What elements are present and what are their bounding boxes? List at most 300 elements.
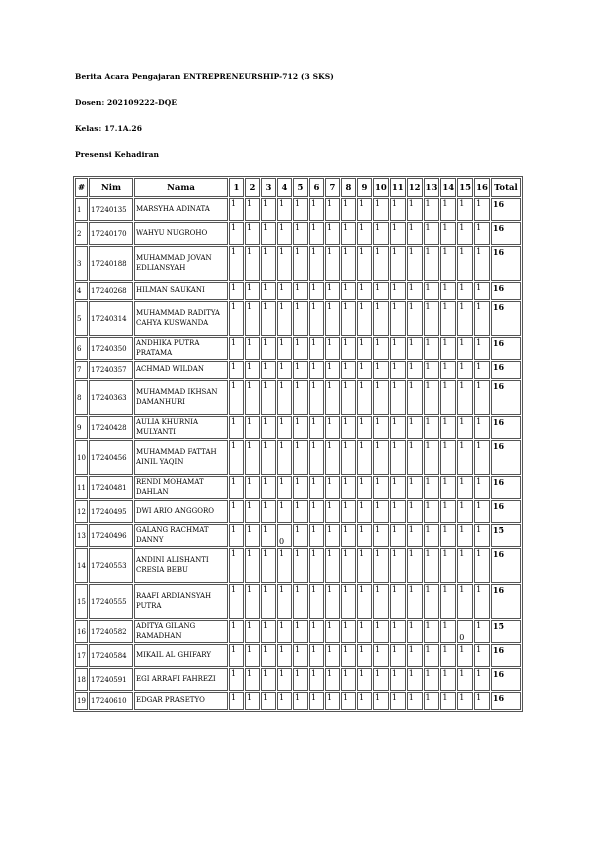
student-nim: 17240496 bbox=[89, 524, 133, 547]
attendance-cell: 1 bbox=[261, 198, 276, 221]
attendance-cell: 1 bbox=[424, 361, 440, 379]
student-name: WAHYU NUGROHO bbox=[134, 222, 228, 245]
attendance-cell: 1 bbox=[229, 500, 244, 523]
student-name: RENDI MOHAMAT DAHLAN bbox=[134, 476, 228, 499]
attendance-cell: 1 bbox=[229, 584, 244, 619]
attendance-cell: 1 bbox=[293, 524, 308, 547]
attendance-cell: 1 bbox=[390, 644, 406, 667]
attendance-cell: 1 bbox=[407, 644, 423, 667]
attendance-cell: 1 bbox=[390, 282, 406, 300]
attendance-cell: 1 bbox=[424, 222, 440, 245]
attendance-cell: 1 bbox=[373, 584, 389, 619]
attendance-cell: 1 bbox=[424, 476, 440, 499]
student-name: ANDINI ALISHANTI CRESIA BEBU bbox=[134, 548, 228, 583]
attendance-cell: 1 bbox=[457, 500, 473, 523]
attendance-cell: 1 bbox=[309, 548, 324, 583]
attendance-cell: 1 bbox=[357, 416, 372, 439]
attendance-cell: 1 bbox=[390, 337, 406, 360]
attendance-cell: 1 bbox=[424, 692, 440, 710]
row-number: 15 bbox=[75, 584, 88, 619]
attendance-cell: 1 bbox=[474, 416, 490, 439]
lecturer-line: Dosen: 202109222-DQE bbox=[75, 98, 178, 107]
column-header: Total bbox=[491, 178, 521, 197]
total-cell: 16 bbox=[491, 361, 521, 379]
table-row bbox=[75, 361, 521, 379]
student-nim: 17240555 bbox=[89, 584, 133, 619]
attendance-cell: 1 bbox=[261, 246, 276, 281]
attendance-cell: 1 bbox=[357, 246, 372, 281]
column-header: 8 bbox=[341, 178, 356, 197]
attendance-cell: 1 bbox=[373, 476, 389, 499]
attendance-cell: 1 bbox=[229, 416, 244, 439]
attendance-cell: 1 bbox=[245, 282, 260, 300]
attendance-cell: 1 bbox=[440, 337, 456, 360]
attendance-cell: 1 bbox=[261, 222, 276, 245]
attendance-cell: 1 bbox=[261, 416, 276, 439]
attendance-cell: 1 bbox=[309, 361, 324, 379]
student-nim: 17240584 bbox=[89, 644, 133, 667]
attendance-cell: 1 bbox=[424, 548, 440, 583]
student-name: EGI ARRAFI FAHREZI bbox=[134, 668, 228, 691]
attendance-cell: 1 bbox=[293, 692, 308, 710]
attendance-cell: 1 bbox=[357, 500, 372, 523]
attendance-cell: 1 bbox=[245, 301, 260, 336]
attendance-cell: 1 bbox=[341, 282, 356, 300]
attendance-cell: 1 bbox=[457, 644, 473, 667]
attendance-cell: 1 bbox=[390, 476, 406, 499]
row-number: 4 bbox=[75, 282, 88, 300]
column-header: Nama bbox=[134, 178, 228, 197]
total-cell: 16 bbox=[491, 584, 521, 619]
table-row bbox=[75, 198, 521, 221]
attendance-cell: 1 bbox=[261, 524, 276, 547]
table-row bbox=[75, 668, 521, 691]
attendance-cell: 1 bbox=[325, 692, 340, 710]
attendance-cell: 1 bbox=[357, 548, 372, 583]
student-name: DWI ARIO ANGGORO bbox=[134, 500, 228, 523]
attendance-cell: 1 bbox=[440, 668, 456, 691]
attendance-cell: 1 bbox=[309, 440, 324, 475]
attendance-cell: 1 bbox=[440, 380, 456, 415]
attendance-cell: 1 bbox=[457, 692, 473, 710]
attendance-cell: 1 bbox=[373, 222, 389, 245]
attendance-cell: 1 bbox=[457, 337, 473, 360]
row-number: 9 bbox=[75, 416, 88, 439]
row-number: 8 bbox=[75, 380, 88, 415]
attendance-cell: 1 bbox=[457, 584, 473, 619]
attendance-cell: 1 bbox=[261, 301, 276, 336]
attendance-cell: 1 bbox=[357, 668, 372, 691]
row-number: 2 bbox=[75, 222, 88, 245]
attendance-cell: 1 bbox=[474, 361, 490, 379]
attendance-cell: 1 bbox=[373, 282, 389, 300]
column-header: 4 bbox=[277, 178, 292, 197]
attendance-cell: 1 bbox=[357, 644, 372, 667]
attendance-cell: 1 bbox=[277, 246, 292, 281]
attendance-cell: 1 bbox=[390, 500, 406, 523]
column-header: 15 bbox=[457, 178, 473, 197]
attendance-cell: 1 bbox=[440, 524, 456, 547]
attendance-cell: 1 bbox=[245, 380, 260, 415]
attendance-cell: 1 bbox=[245, 524, 260, 547]
attendance-cell: 1 bbox=[293, 644, 308, 667]
row-number: 1 bbox=[75, 198, 88, 221]
attendance-cell: 1 bbox=[357, 440, 372, 475]
attendance-cell: 1 bbox=[457, 222, 473, 245]
attendance-cell: 1 bbox=[357, 301, 372, 336]
attendance-cell: 1 bbox=[407, 222, 423, 245]
attendance-cell: 1 bbox=[424, 246, 440, 281]
attendance-cell: 1 bbox=[373, 361, 389, 379]
attendance-cell: 1 bbox=[457, 246, 473, 281]
attendance-cell: 1 bbox=[245, 337, 260, 360]
attendance-cell: 1 bbox=[407, 500, 423, 523]
attendance-cell: 1 bbox=[293, 301, 308, 336]
attendance-cell: 1 bbox=[229, 301, 244, 336]
attendance-cell: 1 bbox=[277, 416, 292, 439]
attendance-cell: 1 bbox=[293, 548, 308, 583]
student-nim: 17240591 bbox=[89, 668, 133, 691]
attendance-cell: 1 bbox=[373, 548, 389, 583]
total-cell: 16 bbox=[491, 440, 521, 475]
attendance-cell: 1 bbox=[474, 337, 490, 360]
row-number: 18 bbox=[75, 668, 88, 691]
attendance-cell: 1 bbox=[407, 380, 423, 415]
attendance-cell: 1 bbox=[341, 668, 356, 691]
attendance-cell: 0 bbox=[277, 524, 292, 547]
attendance-cell: 0 bbox=[457, 620, 473, 643]
attendance-cell: 1 bbox=[341, 301, 356, 336]
attendance-cell: 1 bbox=[309, 222, 324, 245]
student-name: ANDHIKA PUTRA PRATAMA bbox=[134, 337, 228, 360]
attendance-cell: 1 bbox=[261, 500, 276, 523]
attendance-cell: 1 bbox=[277, 476, 292, 499]
attendance-cell: 1 bbox=[373, 416, 389, 439]
attendance-cell: 1 bbox=[325, 644, 340, 667]
attendance-cell: 1 bbox=[277, 337, 292, 360]
student-nim: 17240188 bbox=[89, 246, 133, 281]
attendance-cell: 1 bbox=[373, 500, 389, 523]
row-number: 6 bbox=[75, 337, 88, 360]
attendance-cell: 1 bbox=[277, 668, 292, 691]
row-number: 7 bbox=[75, 361, 88, 379]
total-cell: 16 bbox=[491, 380, 521, 415]
attendance-cell: 1 bbox=[277, 620, 292, 643]
attendance-cell: 1 bbox=[390, 301, 406, 336]
table-row bbox=[75, 584, 521, 619]
attendance-cell: 1 bbox=[357, 620, 372, 643]
total-cell: 16 bbox=[491, 668, 521, 691]
attendance-cell: 1 bbox=[341, 620, 356, 643]
attendance-cell: 1 bbox=[474, 644, 490, 667]
attendance-cell: 1 bbox=[424, 380, 440, 415]
attendance-cell: 1 bbox=[325, 222, 340, 245]
attendance-cell: 1 bbox=[261, 620, 276, 643]
attendance-cell: 1 bbox=[309, 476, 324, 499]
attendance-cell: 1 bbox=[261, 584, 276, 619]
attendance-cell: 1 bbox=[440, 440, 456, 475]
attendance-cell: 1 bbox=[440, 644, 456, 667]
attendance-cell: 1 bbox=[293, 246, 308, 281]
column-header: 10 bbox=[373, 178, 389, 197]
attendance-cell: 1 bbox=[474, 440, 490, 475]
attendance-cell: 1 bbox=[245, 246, 260, 281]
attendance-cell: 1 bbox=[341, 222, 356, 245]
attendance-cell: 1 bbox=[357, 282, 372, 300]
total-cell: 16 bbox=[491, 198, 521, 221]
attendance-cell: 1 bbox=[325, 668, 340, 691]
student-nim: 17240363 bbox=[89, 380, 133, 415]
student-name: MUHAMMAD IKHSAN DAMANHURI bbox=[134, 380, 228, 415]
attendance-cell: 1 bbox=[341, 548, 356, 583]
attendance-cell: 1 bbox=[440, 361, 456, 379]
attendance-cell: 1 bbox=[245, 620, 260, 643]
attendance-cell: 1 bbox=[407, 476, 423, 499]
attendance-cell: 1 bbox=[373, 301, 389, 336]
attendance-cell: 1 bbox=[373, 524, 389, 547]
column-header: 6 bbox=[309, 178, 324, 197]
attendance-heading: Presensi Kehadiran bbox=[75, 150, 160, 159]
attendance-cell: 1 bbox=[407, 692, 423, 710]
total-cell: 16 bbox=[491, 692, 521, 710]
column-header: 12 bbox=[407, 178, 423, 197]
attendance-cell: 1 bbox=[390, 584, 406, 619]
column-header: # bbox=[75, 178, 88, 197]
table-body bbox=[75, 198, 521, 710]
row-number: 17 bbox=[75, 644, 88, 667]
column-header: 14 bbox=[440, 178, 456, 197]
attendance-cell: 1 bbox=[341, 440, 356, 475]
attendance-cell: 1 bbox=[309, 524, 324, 547]
attendance-cell: 1 bbox=[293, 282, 308, 300]
table-row bbox=[75, 222, 521, 245]
attendance-cell: 1 bbox=[440, 500, 456, 523]
table-row bbox=[75, 524, 521, 547]
attendance-cell: 1 bbox=[373, 337, 389, 360]
attendance-cell: 1 bbox=[424, 416, 440, 439]
attendance-cell: 1 bbox=[325, 361, 340, 379]
attendance-cell: 1 bbox=[407, 246, 423, 281]
attendance-cell: 1 bbox=[424, 584, 440, 619]
attendance-cell: 1 bbox=[245, 584, 260, 619]
attendance-cell: 1 bbox=[390, 440, 406, 475]
class-line: Kelas: 17.1A.26 bbox=[75, 124, 143, 133]
attendance-cell: 1 bbox=[357, 476, 372, 499]
attendance-cell: 1 bbox=[261, 548, 276, 583]
attendance-cell: 1 bbox=[440, 198, 456, 221]
attendance-cell: 1 bbox=[357, 337, 372, 360]
attendance-cell: 1 bbox=[277, 644, 292, 667]
attendance-cell: 1 bbox=[440, 692, 456, 710]
attendance-cell: 1 bbox=[390, 620, 406, 643]
student-nim: 17240610 bbox=[89, 692, 133, 710]
total-cell: 16 bbox=[491, 337, 521, 360]
attendance-cell: 1 bbox=[341, 246, 356, 281]
student-nim: 17240456 bbox=[89, 440, 133, 475]
attendance-cell: 1 bbox=[440, 476, 456, 499]
attendance-cell: 1 bbox=[245, 198, 260, 221]
attendance-cell: 1 bbox=[293, 361, 308, 379]
attendance-cell: 1 bbox=[293, 416, 308, 439]
attendance-cell: 1 bbox=[440, 548, 456, 583]
attendance-cell: 1 bbox=[457, 476, 473, 499]
table-header-row bbox=[75, 178, 521, 197]
attendance-cell: 1 bbox=[245, 440, 260, 475]
attendance-cell: 1 bbox=[457, 282, 473, 300]
attendance-cell: 1 bbox=[245, 500, 260, 523]
table-row bbox=[75, 692, 521, 710]
attendance-cell: 1 bbox=[407, 198, 423, 221]
student-name: GALANG RACHMAT DANNY bbox=[134, 524, 228, 547]
attendance-table bbox=[73, 176, 523, 712]
row-number: 5 bbox=[75, 301, 88, 336]
attendance-cell: 1 bbox=[325, 337, 340, 360]
attendance-cell: 1 bbox=[261, 692, 276, 710]
row-number: 14 bbox=[75, 548, 88, 583]
table-row bbox=[75, 246, 521, 281]
attendance-cell: 1 bbox=[245, 476, 260, 499]
attendance-cell: 1 bbox=[390, 222, 406, 245]
attendance-cell: 1 bbox=[390, 246, 406, 281]
attendance-cell: 1 bbox=[293, 500, 308, 523]
total-cell: 16 bbox=[491, 246, 521, 281]
attendance-cell: 1 bbox=[325, 246, 340, 281]
total-cell: 16 bbox=[491, 282, 521, 300]
attendance-cell: 1 bbox=[261, 440, 276, 475]
attendance-cell: 1 bbox=[390, 524, 406, 547]
attendance-cell: 1 bbox=[277, 222, 292, 245]
attendance-cell: 1 bbox=[373, 620, 389, 643]
attendance-cell: 1 bbox=[341, 416, 356, 439]
column-header: 11 bbox=[390, 178, 406, 197]
attendance-cell: 1 bbox=[261, 282, 276, 300]
student-name: ACHMAD WILDAN bbox=[134, 361, 228, 379]
student-name: MUHAMMAD JOVAN EDLIANSYAH bbox=[134, 246, 228, 281]
attendance-cell: 1 bbox=[325, 282, 340, 300]
attendance-cell: 1 bbox=[277, 548, 292, 583]
attendance-cell: 1 bbox=[229, 337, 244, 360]
attendance-cell: 1 bbox=[357, 198, 372, 221]
attendance-cell: 1 bbox=[245, 548, 260, 583]
attendance-cell: 1 bbox=[424, 198, 440, 221]
attendance-cell: 1 bbox=[261, 380, 276, 415]
attendance-cell: 1 bbox=[229, 476, 244, 499]
table-row bbox=[75, 440, 521, 475]
row-number: 3 bbox=[75, 246, 88, 281]
table-row bbox=[75, 416, 521, 439]
attendance-cell: 1 bbox=[277, 380, 292, 415]
attendance-cell: 1 bbox=[457, 301, 473, 336]
attendance-cell: 1 bbox=[293, 620, 308, 643]
table-row bbox=[75, 282, 521, 300]
total-cell: 16 bbox=[491, 301, 521, 336]
attendance-cell: 1 bbox=[424, 337, 440, 360]
row-number: 16 bbox=[75, 620, 88, 643]
attendance-cell: 1 bbox=[229, 282, 244, 300]
attendance-cell: 1 bbox=[390, 692, 406, 710]
attendance-cell: 1 bbox=[261, 361, 276, 379]
document-title: Berita Acara Pengajaran ENTREPRENEURSHIP-712 (3 SKS) bbox=[75, 72, 334, 81]
table-row bbox=[75, 380, 521, 415]
attendance-cell: 1 bbox=[245, 361, 260, 379]
attendance-cell: 1 bbox=[457, 380, 473, 415]
attendance-cell: 1 bbox=[277, 282, 292, 300]
attendance-cell: 1 bbox=[277, 198, 292, 221]
attendance-cell: 1 bbox=[407, 282, 423, 300]
attendance-cell: 1 bbox=[341, 584, 356, 619]
student-name: ADITYA GILANG RAMADHAN bbox=[134, 620, 228, 643]
attendance-cell: 1 bbox=[245, 222, 260, 245]
total-cell: 16 bbox=[491, 416, 521, 439]
student-nim: 17240135 bbox=[89, 198, 133, 221]
attendance-cell: 1 bbox=[474, 246, 490, 281]
attendance-cell: 1 bbox=[357, 584, 372, 619]
attendance-cell: 1 bbox=[341, 380, 356, 415]
row-number: 12 bbox=[75, 500, 88, 523]
attendance-cell: 1 bbox=[293, 584, 308, 619]
student-nim: 17240357 bbox=[89, 361, 133, 379]
table-row bbox=[75, 337, 521, 360]
attendance-cell: 1 bbox=[390, 416, 406, 439]
attendance-cell: 1 bbox=[229, 548, 244, 583]
attendance-cell: 1 bbox=[357, 692, 372, 710]
attendance-cell: 1 bbox=[373, 440, 389, 475]
attendance-cell: 1 bbox=[440, 584, 456, 619]
attendance-cell: 1 bbox=[440, 620, 456, 643]
total-cell: 16 bbox=[491, 548, 521, 583]
student-nim: 17240170 bbox=[89, 222, 133, 245]
attendance-cell: 1 bbox=[474, 668, 490, 691]
total-cell: 16 bbox=[491, 644, 521, 667]
attendance-cell: 1 bbox=[407, 620, 423, 643]
attendance-cell: 1 bbox=[229, 440, 244, 475]
attendance-cell: 1 bbox=[457, 440, 473, 475]
attendance-cell: 1 bbox=[373, 644, 389, 667]
attendance-cell: 1 bbox=[440, 222, 456, 245]
attendance-cell: 1 bbox=[407, 337, 423, 360]
column-header: 9 bbox=[357, 178, 372, 197]
attendance-cell: 1 bbox=[474, 620, 490, 643]
attendance-cell: 1 bbox=[474, 301, 490, 336]
attendance-cell: 1 bbox=[309, 644, 324, 667]
attendance-cell: 1 bbox=[390, 668, 406, 691]
attendance-cell: 1 bbox=[341, 644, 356, 667]
attendance-cell: 1 bbox=[440, 282, 456, 300]
student-nim: 17240314 bbox=[89, 301, 133, 336]
student-nim: 17240268 bbox=[89, 282, 133, 300]
attendance-cell: 1 bbox=[373, 692, 389, 710]
attendance-cell: 1 bbox=[245, 692, 260, 710]
student-nim: 17240582 bbox=[89, 620, 133, 643]
attendance-cell: 1 bbox=[229, 524, 244, 547]
attendance-cell: 1 bbox=[357, 524, 372, 547]
student-name: HILMAN SAUKANI bbox=[134, 282, 228, 300]
attendance-cell: 1 bbox=[457, 198, 473, 221]
total-cell: 16 bbox=[491, 222, 521, 245]
attendance-cell: 1 bbox=[474, 380, 490, 415]
total-cell: 15 bbox=[491, 524, 521, 547]
total-cell: 15 bbox=[491, 620, 521, 643]
attendance-cell: 1 bbox=[341, 337, 356, 360]
attendance-cell: 1 bbox=[474, 282, 490, 300]
attendance-cell: 1 bbox=[293, 668, 308, 691]
attendance-cell: 1 bbox=[309, 246, 324, 281]
attendance-cell: 1 bbox=[424, 668, 440, 691]
attendance-cell: 1 bbox=[357, 361, 372, 379]
attendance-cell: 1 bbox=[357, 380, 372, 415]
attendance-cell: 1 bbox=[457, 548, 473, 583]
attendance-cell: 1 bbox=[309, 500, 324, 523]
